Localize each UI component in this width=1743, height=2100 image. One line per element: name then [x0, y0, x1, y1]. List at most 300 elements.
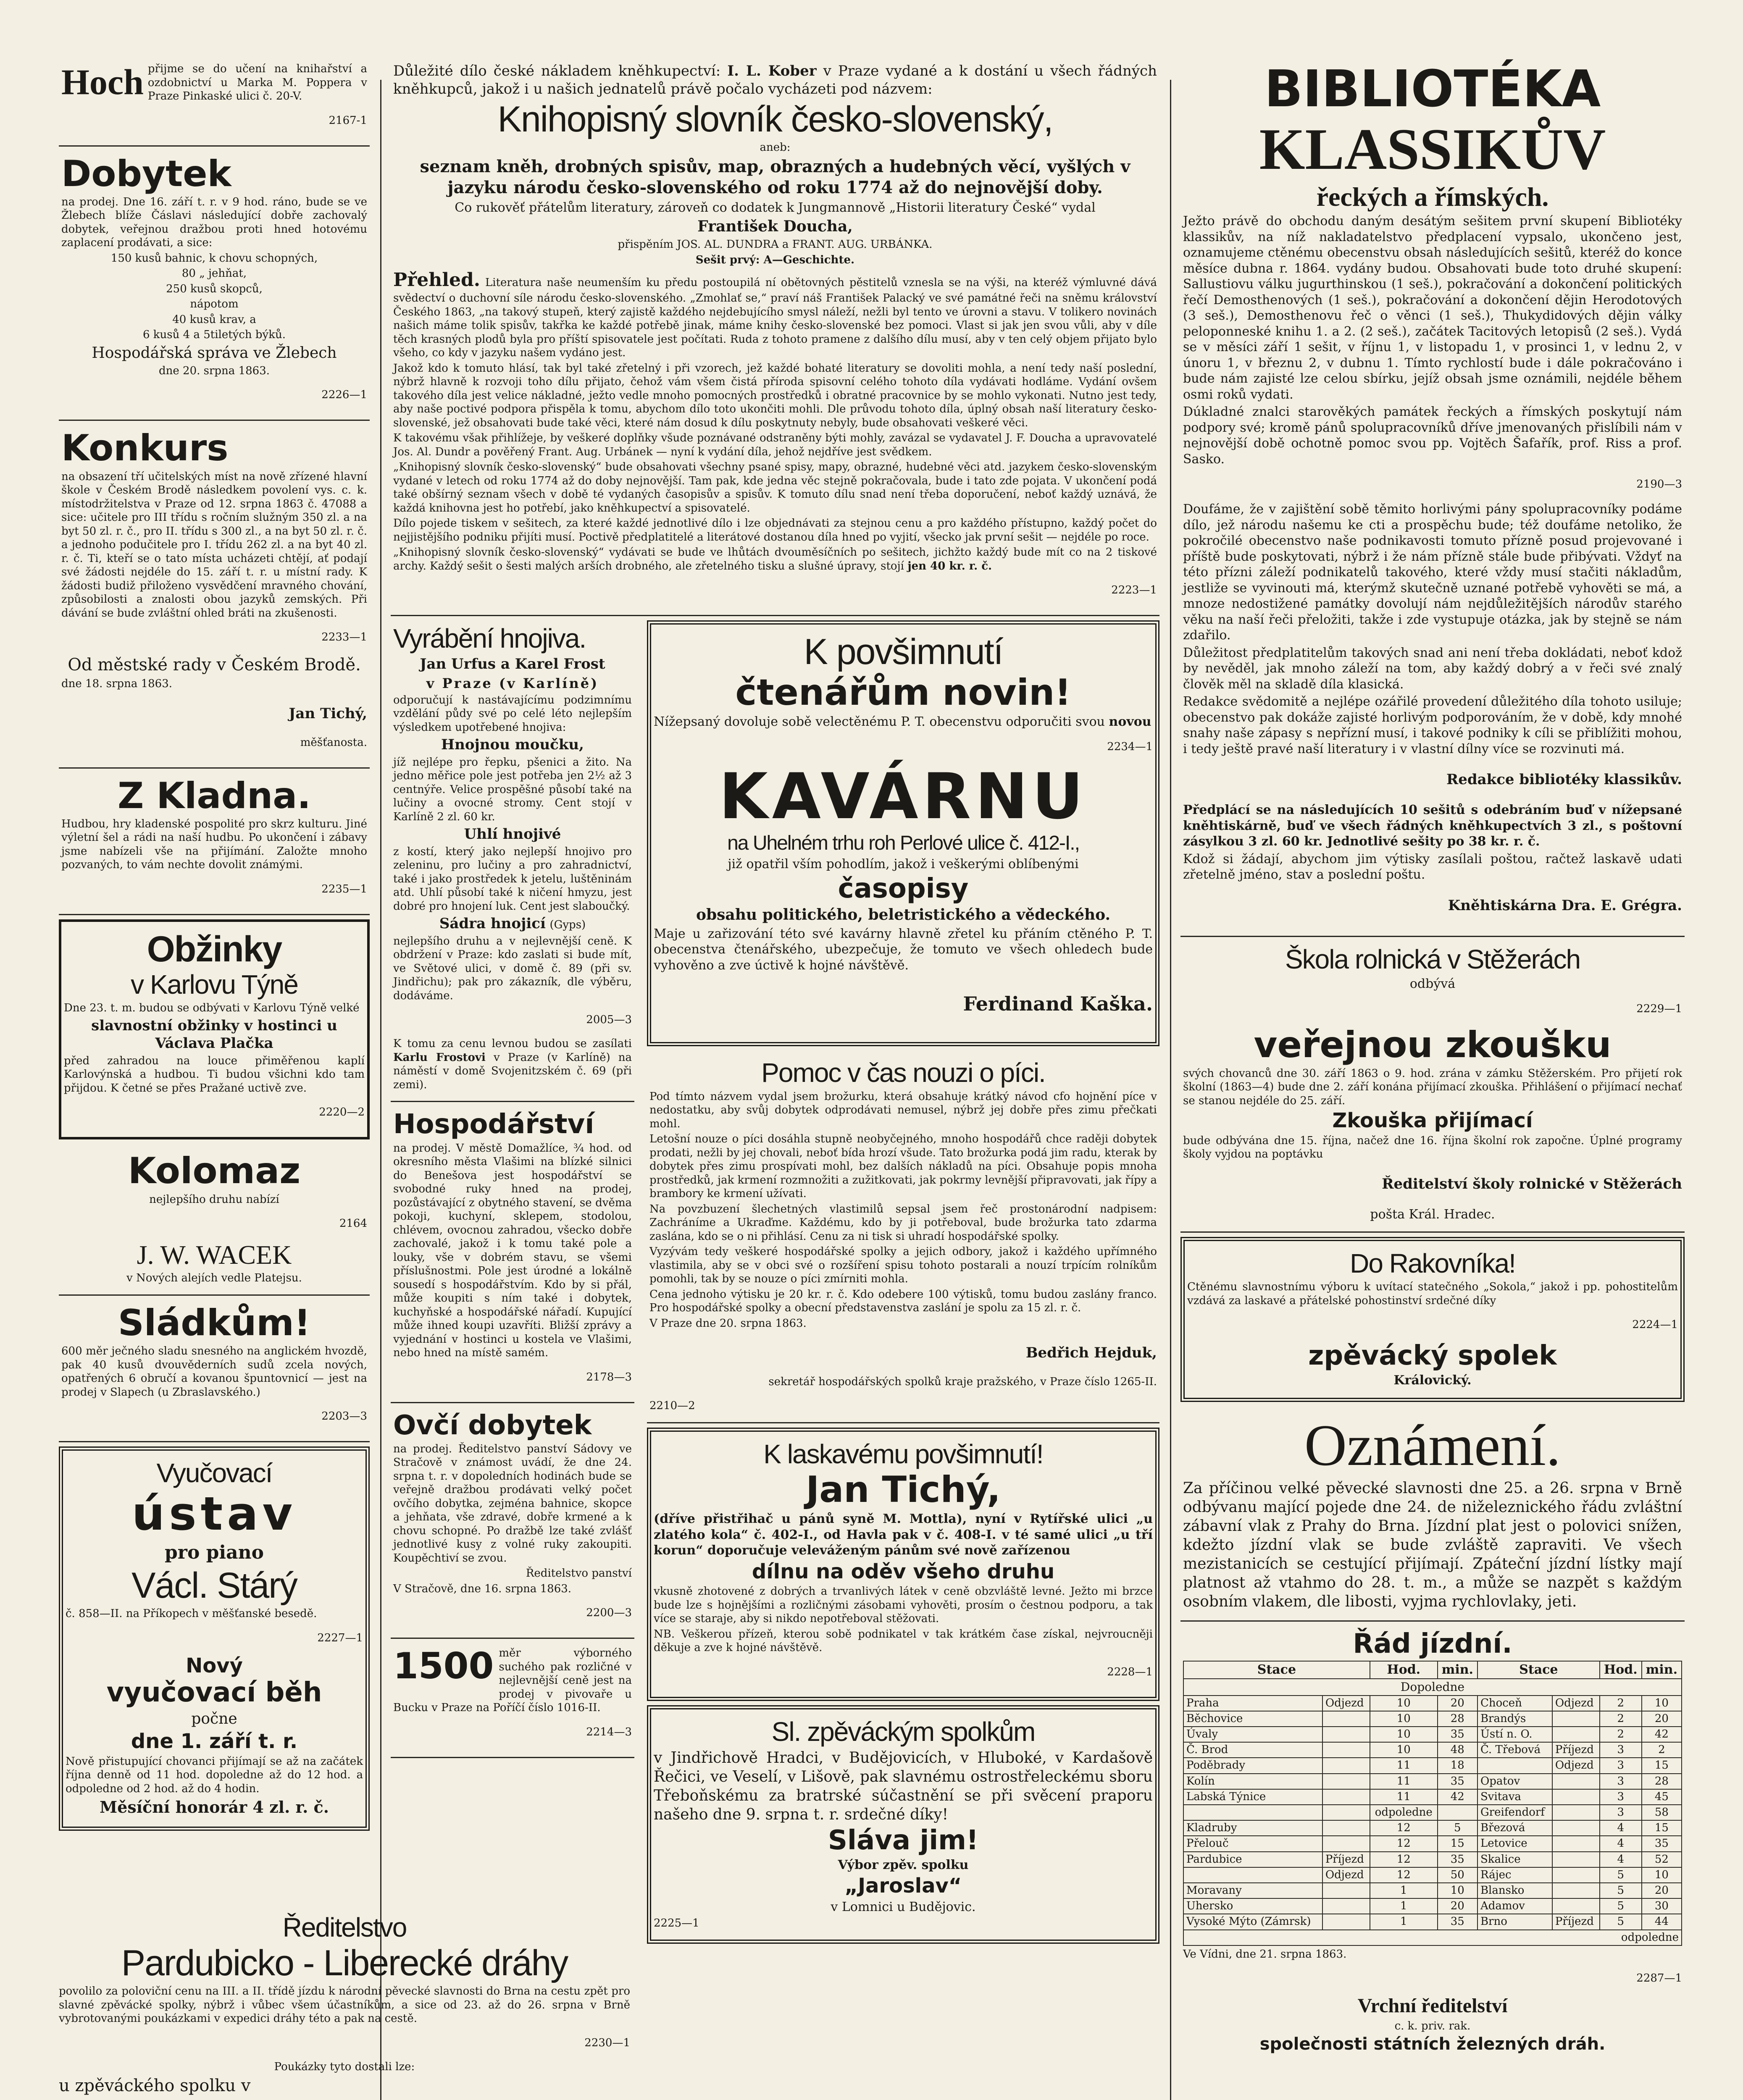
timetable-cell: Skalice — [1477, 1852, 1552, 1867]
ad-kavarna-text3: obsahu politického, beletristického a vědeckého. — [696, 906, 1111, 924]
timetable-cell — [1552, 1805, 1600, 1820]
timetable-cell: Příjezd — [1552, 1742, 1600, 1758]
timetable-cell: 52 — [1642, 1852, 1682, 1867]
timetable-cell — [1552, 1852, 1600, 1867]
timetable-cell: Choceň — [1477, 1696, 1552, 1711]
skola-heading: Škola rolnická v Stěžerách — [1285, 944, 1580, 974]
pl-text: povolilo za poloviční cenu na III. a II. třídě jízdu k národní pěvecké slavnosti do Brna na cestu zpět pro slavné zpěvácké spolky, nýbrž i vůbec všem účastníkům, a sice od 23. až do 26. srpna v Brně vybrotovanými poukázkami v expedici dráhy této a pak na cestě. — [59, 1985, 630, 2025]
announce-publisher: I. L. Kober — [727, 63, 817, 79]
timetable-cell — [1322, 1898, 1370, 1914]
column-divider — [1170, 80, 1171, 2100]
timetable-cell — [1552, 1898, 1600, 1914]
ad-jizdni-rad — [1180, 1622, 1685, 2063]
ad-ustav-fee: Měsíční honorár 4 zl. r. č. — [100, 1798, 329, 1817]
timetable-cell: 10 — [1642, 1696, 1682, 1711]
timetable-row — [1183, 1820, 1682, 1836]
ad-dobytek — [59, 147, 370, 421]
ad-pevci-ref: 2225—1 — [654, 1917, 699, 1930]
announce-subtitle: seznam kněh, drobných spisův, map, obrazných a hudebných věcí, vyšlých v jazyku národu česko-slovenského od roku 1774 až do nejnovější doby. — [420, 156, 1130, 197]
ad-sladkum-text: 600 měr ječného sladu snesného na anglickém hvozdě, pak 40 kusů dvouvěderních sudů zcela nových, opatřených 6 obručí a kovanou špuntovnicí — jest na prodej v Slapech (u Zbraslavského.) — [61, 1345, 367, 1399]
ad-ustav-heading-big: ústav — [131, 1487, 297, 1541]
timetable-cell: Příjezd — [1552, 1914, 1600, 1929]
ad-pevci-heading: Sl. zpěváckým spolkům — [771, 1716, 1035, 1747]
ad-kladno-heading: Z Kladna. — [118, 774, 311, 817]
ad-tichy-nb: NB. Veškerou přízeň, kterou sobě podnikatel v tak krátkém čase získal, nejvroucněji děkuje a zve k hojné návštěvě. — [654, 1628, 1153, 1654]
announce-text8: Dílo pojede tiskem v sešitech, za které každé jednotlivé dílo i lze objednávati za stejnou cenu a pro každého přístupno, každý počet do nejjistějšího podniku přijíti musí. Poctivě předplatitelé a literátové dostanou díla hned po vyjití, všecko jak první sešit — nejdéle po roce. — [393, 517, 1157, 543]
timetable-cell: 12 — [1370, 1852, 1438, 1867]
ad-konkurs-heading: Konkurs — [61, 427, 229, 470]
ad-kolomaz — [59, 1144, 370, 1295]
ad-sladkum — [59, 1296, 370, 1442]
ad-hnojiva-city: v Praze (v Karlíně) — [426, 675, 599, 691]
ad-dobytek-item: 40 kusů krav, a — [172, 313, 256, 326]
timetable-row — [1183, 1758, 1682, 1773]
ad-kavarna-novou: novou — [1109, 714, 1151, 729]
ad-hnojiva-item1: Hnojnou moučku, — [441, 736, 584, 753]
middle-sub-left — [391, 616, 634, 1948]
ad-hnojiva-text6: v Praze (v Karlíně) na náměstí v domě Svojenitzském č. 69 (při zemi). — [393, 1051, 632, 1091]
announce-author: František Doucha, — [697, 218, 853, 236]
ad-hnojiva-text4: nejlepšího druhu a v nejlevnější ceně. K obdržení v Praze: kdo zaslati si bude mít, ve Světové ulici, v domě č. 89 (při sv. Jindřichu); pak pro zákazník, dle výběru, dodáváme. — [393, 934, 632, 1002]
ad-pomoc-text4: Vyzývám tedy veškeré hospodářské spolky a jejich odbory, jakož i každého upřímného vlastimila, aby se v obci své o rozšíření spisu tohoto postarali a nouzí trpícím rolníkům pomohli, tak by se nouze o píci zmírniti mohla. — [649, 1245, 1157, 1286]
ad-pomoc-text3: Na povzbuzení šlechetných vlastimilů sepsal jsem řeč prostonárodní nadpisem: Zachráníme a Ukraďme. Každému, kdo by ji potřeboval, bude brožurka tato zdarma zaslána, kdo se o ni přihlásí. Cenu za ni tisk si uhradí hospodářské spolky. — [649, 1202, 1157, 1243]
announce-prehled: Přehled. — [393, 269, 481, 291]
ad-hospodarstvi-ref: 2178—3 — [586, 1370, 632, 1383]
ad-obzinky-bold: slavnostní obžinky v hostinci u Václava Plačka — [91, 1017, 337, 1052]
timetable-cell: 3 — [1600, 1805, 1642, 1820]
timetable-cell: 1 — [1370, 1883, 1438, 1898]
timetable-cell — [1322, 1883, 1370, 1898]
timetable-row — [1183, 1883, 1682, 1898]
ad-dobytek-item: 6 kusů 4 a 5tiletých býků. — [142, 328, 286, 341]
ad-hnojiva-text1: odporučují k nastávajícímu podzimnímu vzdělání půdy své po celé léto nejlepším výsledkem upotřebené hnojiva: — [393, 693, 632, 734]
timetable-cell: 20 — [1642, 1883, 1682, 1898]
ad-konkurs — [59, 421, 370, 768]
ad-obzinky-text2: před zahradou na louce přiměřenou kaplí Karlovýnská a hudbou. Ti budou všichni kdo tam přijdou. K četné se přes Pražané uctivě zve. — [64, 1054, 365, 1095]
timetable-cell — [1322, 1774, 1370, 1789]
timetable-cell: 10 — [1370, 1696, 1438, 1711]
timetable-cell: 20 — [1642, 1711, 1682, 1727]
jizdni-heading: Řád jízdní. — [1353, 1628, 1512, 1659]
timetable-cell: 42 — [1642, 1727, 1682, 1742]
ad-kavarna-heading: K povšimnutí — [804, 632, 1003, 672]
timetable-cell: Pardubice — [1183, 1852, 1322, 1867]
ad-ovci-sign: Ředitelstvo panství — [526, 1567, 632, 1580]
ad-hnojiva-text5: K tomu za cenu levnou budou se zasílati — [393, 1037, 632, 1050]
timetable-footer-label: odpoledne — [1183, 1930, 1682, 1945]
ad-kavarna-text1: Nížepsaný dovoluje sobě velectěnému P. T. obecenstvu odporučiti svou — [654, 714, 1105, 729]
timetable-cell: 35 — [1438, 1914, 1477, 1929]
ad-ustav-line1: pro piano — [165, 1541, 264, 1563]
timetable-cell: Březová — [1477, 1820, 1552, 1836]
ad-ustav-ref: 2227—1 — [317, 1631, 363, 1644]
ad-dobytek-heading: Dobytek — [61, 152, 231, 195]
timetable-row — [1183, 1789, 1682, 1805]
timetable-cell: 20 — [1438, 1696, 1477, 1711]
ad-hnojiva-ref: 2005—3 — [586, 1013, 632, 1026]
announce-aneb: aneb: — [760, 141, 791, 154]
middle-lower — [391, 616, 1159, 1948]
ad-ustav — [59, 1446, 370, 1830]
ad-konkurs-text: na obsazení tří učitelských míst na nově zřízené hlavní škole v Českém Brodě následkem povolení vys. c. k. místodržitelstva v Praze od 12. srpna 1863 č. 47088 a sice: učitele pro III třídu s ročním služným 350 zl. a na byt 50 zl. r. č., pro II. třídu s 300 zl., a na byt 50 zl. r. č. a jednoho podučitele pro I. třídu 262 zl. a na byt 40 zl. r. č. Ti, kteří se o tato místa ucházeti chtějí, ať podají své žádosti nejdéle do 15. září t. r. u místní rady. K žádosti budiž přiloženo vysvědčení mravného chování, způsobilosti a znalosti obou jazyků zemských. Při dávání se bude zvláštní ohled bráti na zkušenosti. — [61, 470, 367, 620]
timetable-row — [1183, 1696, 1682, 1711]
announce-text2: v Praze vydané a k dostání u všech řádných kněhkupců, jakož i u našich jednatelů právě počalo vycházeti pod názvem: — [393, 63, 1157, 97]
announce-price: jen 40 kr. r. č. — [907, 559, 992, 572]
timetable-cell — [1322, 1789, 1370, 1805]
timetable-row — [1183, 1727, 1682, 1742]
ad-hospodarstvi-text: na prodej. V městě Domažlíce, ¾ hod. od okresního města Vlašimi na blízké silnici do Benešova jest hospodářství se svobodné ruky hned na prodej, pozůstávající z obytného stavení, se dvěma pokoji, kuchyní, sklepem, stodolou, chlévem, ovocnou zahradou, všecko dobře zachovalé, jakož i k tomu také pole a louky, vše v dobrém stavu, se všemi příslušnostmi. Pole jest úrodné a lokálně sousedí s hospodářstvím. Kdo by si přál, může koupiti s ním také i dobytek, kuchyňské a hospodářské nářadí. Kupující může ihned koupi uzavříti. Bližší zprávy a vyjednání v hostinci u kostela ve Vlašimi, nebo hned na místě samém. — [393, 1142, 632, 1360]
ad-1500 — [391, 1639, 634, 1758]
ad-dobytek-text: na prodej. Dne 16. září t. r. v 9 hod. ráno, bude se ve Žlebech blíže Čáslavi následující dobře zachovalý dobytek, veřejnou dražbou proti hned hotovému zaplacení prodávati, a sice: — [61, 195, 367, 249]
timetable-cell: 2 — [1642, 1742, 1682, 1758]
ad-hoch-heading: Hoch — [61, 62, 144, 102]
bib-text2: Dúkladné znalci starověkých památek řeckých a římských poskytují nám podpory své; kromě pánů spolupracovníků dříve jmenovaných přislíbili nám v nejnovější době ochotně pomoc svou pp. Vojtěch Šafařík, prof. Riss a prof. Sasko. — [1183, 404, 1682, 467]
timetable-cell — [1183, 1805, 1322, 1820]
timetable-row — [1183, 1852, 1682, 1867]
timetable-cell: Opatov — [1477, 1774, 1552, 1789]
skola-text1: odbývá — [1409, 976, 1456, 991]
bib-text3: Doufáme, že v zajištění sobě těmito horlivými pány spolupracovníky podáme dílo, jež národu našemu ke cti a prospěchu bude; též doufáme netoliko, že pokročilé obecenstvo naše podnikavosti tomuto přízně posud projevované i příště bude poskytovati, nýbrž i že nám přízně stále bude přibývati. Vždyť na této přízni záleží podnikatelů takového, které vždy musí stačiti nákladům, jestliže se vyvinouti má, kterýmž skutečně uznané potřebě vyhověti se má, a mnoze nedostižené památky dovolují nám nejdůležitějších národův starého věku na naší řeči přeložiti, takže i zde vystupuje otázka, jak by stejně se nám zdařilo. — [1183, 502, 1682, 643]
timetable-row — [1183, 1742, 1682, 1758]
skola-place: pošta Král. Hradec. — [1370, 1207, 1495, 1222]
ad-kladno-ref: 2235—1 — [321, 882, 367, 895]
bib-text7: Kdož si žádají, abychom jim výtisky zasílali poštou, račtež laskavě udati zřetelně jméno, stav a poslední poštu. — [1183, 851, 1682, 882]
bib-heading2: KLASSIKŮV — [1259, 117, 1606, 182]
ad-konkurs-date: dne 18. srpna 1863. — [61, 677, 173, 690]
timetable-cell: 10 — [1438, 1883, 1477, 1898]
timetable-cell: 35 — [1438, 1727, 1477, 1742]
announce-title: Knihopisný slovník česko-slovenský, — [497, 99, 1053, 139]
timetable-cell: 15 — [1642, 1758, 1682, 1773]
ad-hnojiva-heading: Vyrábění hnojiva. — [393, 623, 586, 654]
timetable-cell: 28 — [1642, 1774, 1682, 1789]
timetable-cell: Vysoké Mýto (Zámrsk) — [1183, 1914, 1322, 1929]
ad-ustav-addr: č. 858—II. na Příkopech v měšťanské besedě. — [66, 1607, 317, 1620]
timetable-col-min2: min. — [1642, 1661, 1682, 1679]
timetable-cell: Kolín — [1183, 1774, 1322, 1789]
ad-tichy-text2: vkusně zhotovené z dobrých a trvanlivých látek v ceně obzvláště levné. Ježto mi brzce bude lze s hojnějšími a rozličnými zásobami vyhověti, prosím o čestnou podporu, a tak více se staraje, aby si nikdo nepotřeboval stěžovati. — [654, 1585, 1153, 1625]
timetable-cell: Č. Brod — [1183, 1742, 1322, 1758]
jizdni-date: Ve Vídni, dne 21. srpna 1863. — [1183, 1948, 1347, 1961]
ad-obzinky-heading: Obžinky — [147, 929, 282, 969]
ad-kavarna-casopisy: časopisy — [838, 873, 969, 904]
timetable-cell: Úvaly — [1183, 1727, 1322, 1742]
timetable-cell — [1552, 1867, 1600, 1883]
timetable-cell — [1322, 1805, 1370, 1820]
ad-1500-text: měr výborného suchého pak rozličné v nejlevnější ceně jest na prodej v pivovaře u Bucku v Praze na Poříčí číslo 1016-II. — [393, 1647, 632, 1714]
ad-tichy-text1: (dříve přistřihač u pánů syně M. Mottla), nyní v Rytířské ulici „u zlatého kola“ č. 402-I., od Havla pak v č. 408-I. v té samé ulici „u tří korun“ doporučuje veleváženým pánům své nově zařízenou — [654, 1512, 1153, 1558]
ad-dobytek-date: dne 20. srpna 1863. — [158, 364, 270, 377]
ad-hnojiva — [391, 616, 634, 1102]
ad-kavarna-cafe: KAVÁRNU — [719, 760, 1088, 834]
ad-sladkum-ref: 2203—3 — [321, 1410, 367, 1423]
skola-zkouska2: Zkouška přijímací — [1332, 1109, 1533, 1133]
timetable-cell: Odjezd — [1552, 1696, 1600, 1711]
ad-kavarna-ref: 2234—1 — [1107, 740, 1153, 753]
pl-ref: 2230—1 — [584, 2036, 630, 2049]
timetable-cell: Labská Týnice — [1183, 1789, 1322, 1805]
timetable-cell: 5 — [1600, 1867, 1642, 1883]
rakovnik-place: Královický. — [1393, 1373, 1472, 1388]
ad-pomoc-text2: Letošní nouze o píci dosáhla stupně neobyčejného, mnoho hospodářů chce raději dobytek prodati, nežli by jej chovali, neboť bída hrozí všude. Tato brožurka podá jim radu, kterak by dobytek přes zimu prospívati mohl, bez dalších nákladů na píci. Obsahuje popis mnoha prostředků, jak krmení rozmnožiti a zužitkovati, jak pokrmy levnější připravovati, jak řípy a brambory ke krmení užívati. — [649, 1133, 1157, 1200]
ad-kavarna — [647, 620, 1159, 1046]
timetable-cell: 45 — [1642, 1789, 1682, 1805]
ad-kavarna-text4: Maje u zařizování této své kavárny hlavně zřetel ku přáním ctěného P. T. obecenstva čtenářského, ubezpečuje, že tomuto ve všech ohledech bude vyhověno a zve úctivě k hojné návštěvě. — [654, 926, 1153, 973]
ad-pevci-slava: Sláva jim! — [828, 1824, 979, 1856]
oznameni-text: Za příčinou velké pěvecké slavnosti dne 25. a 26. srpna v Brně odbývanu mající pojede dne 24. de niželeznického řádu zvláštní zábavní vlak z Prahy do Brna. Jízdní plat jest o polovici snížen, kdežto jízdní vlak se bude zvláště zapraviti. Ve všech mezistanicích se cestující přijímají. Zpáteční jízdní lístky mají platnost až vtahmo do 28. t. m., a může se nazpět s každým osobním vlakem, dle libosti, vyjma rychlovlaky, jeti. — [1183, 1479, 1682, 1610]
pl-lead: u zpěváckého spolku v — [59, 2076, 251, 2096]
announce-text5: Jakož kdo k tomuto hlásí, tak byl také zřetelný i při vzorech, jež každé bohaté literatury se dovoliti mohla, a není tedy naší poslední, nýbrž hlavně k rozvoji toho dílu přijato, čehož vám všem čistá příroda spisovní celého tohoto díla vydávati hodláme. Vydání ovšem takového díla jest velice nákladné, ježto vedle mnoho pomocných prostředků i obratné pracovnice by se mohlo vykonati. Nutno jest tedy, aby naše poctivé podpora přispěla k tomu, abychom dílo toto ukončiti mohli. Dle průvodu tohoto díla, úplný obsah naší literatury česko-slovenské, jež obsahovati bude také věci, které nám dosud k dílu poskytnuty nebyly, bude obsahovati veškeré věci. — [393, 362, 1157, 429]
ad-oznameni — [1180, 1406, 1685, 1622]
timetable-cell — [1322, 1820, 1370, 1836]
timetable-cell: 11 — [1370, 1758, 1438, 1773]
skola-text2: svých chovanců dne 30. září 1863 o 9. hod. zrána v zámku Stěžerském. Pro přijetí rok školní (1863—4) bude dne 2. září konána přijímací zkouška. Přihlášení o přijímací nechať se stanou nejdéle do 25. září. — [1183, 1067, 1682, 1107]
timetable-cell: 10 — [1642, 1867, 1682, 1883]
timetable-col-min: min. — [1438, 1661, 1477, 1679]
timetable-cell: 3 — [1600, 1774, 1642, 1789]
timetable-cell: 5 — [1600, 1898, 1642, 1914]
timetable-cell: 12 — [1370, 1820, 1438, 1836]
timetable-cell — [1552, 1820, 1600, 1836]
timetable-cell — [1322, 1758, 1370, 1773]
timetable-cell: odpoledne — [1370, 1805, 1438, 1820]
timetable-cell: 12 — [1370, 1867, 1438, 1883]
rakovnik-ref: 2224—1 — [1632, 1318, 1678, 1331]
timetable-cell: Svitava — [1477, 1789, 1552, 1805]
skola-sign: Ředitelství školy rolnické v Stěžerách — [1382, 1175, 1682, 1192]
ad-ustav-new: Nový — [186, 1654, 243, 1677]
timetable-cell: Příjezd — [1322, 1852, 1370, 1867]
newspaper-page — [59, 55, 1685, 2100]
announce-text7: „Knihopisný slovník česko-slovenský“ bude obsahovati všechny psané spisy, mapy, obrazné, hudebné věci atd. jazykem česko-slovenským vydané v letech od roku 1774 až do doby nejnovější. Tam pak, kde jedna věc stejně pokračovala, bude i tato zde pojata. V ukončení podá také obšírný seznam všech v době té vydaných časopisův a spisův. K tomuto dílu snad není třeba doporučení, neboť každý uznává, že každá knihovna jest ho potřebí, jako kněhkupectví a spisovatelé. — [393, 461, 1157, 514]
timetable-cell: 4 — [1600, 1820, 1642, 1836]
timetable-cell: 15 — [1642, 1820, 1682, 1836]
ad-pevci-text: v Jindřichově Hradci, v Budějovicích, v Hluboké, v Kardašově Řečici, ve Veselí, v Lišově, pak slavnému ostrostřeleckému sboru Třeboňskému za bratrské súčastnění se při svěcení praporu našeho dne 9. srpna t. r. srdečné díky! — [654, 1749, 1153, 1823]
ad-pomoc — [647, 1050, 1159, 1423]
timetable-cell: 5 — [1600, 1914, 1642, 1929]
timetable-cell — [1552, 1727, 1600, 1742]
ad-kladno — [59, 769, 370, 915]
timetable-cell: 30 — [1642, 1898, 1682, 1914]
ad-pevci-sign: Výbor zpěv. spolku — [838, 1857, 969, 1872]
announce-text1: Důležité dílo české nákladem kněhkupectví: — [393, 63, 721, 79]
ad-dobytek-sign: Hospodářská správa ve Žlebech — [92, 344, 337, 362]
timetable-cell: Odjezd — [1322, 1867, 1370, 1883]
timetable-cell: Greifendorf — [1477, 1805, 1552, 1820]
jizdni-sign3: společnosti státních železných dráh. — [1259, 2034, 1606, 2054]
ad-hnojiva-firm: Jan Urfus a Karel Frost — [420, 656, 605, 673]
rakovnik-heading: Do Rakovníka! — [1350, 1248, 1515, 1279]
timetable-body — [1183, 1679, 1682, 1929]
timetable-cell — [1322, 1742, 1370, 1758]
timetable-cell: 4 — [1600, 1836, 1642, 1851]
bib-ref: 2190—3 — [1636, 478, 1682, 491]
timetable-row — [1183, 1914, 1682, 1929]
ad-kolomaz-addr: v Nových alejích vedle Platejsu. — [126, 1272, 302, 1285]
announce-text3: Co rukověť přátelům literatury, zároveň co dodatek k Jungmannově „Historii literatury České“ vydal — [455, 200, 1096, 215]
jizdni-sign1: Vrchní ředitelství — [1357, 1995, 1508, 2017]
timetable-row — [1183, 1774, 1682, 1789]
announce-text9: „Knihopisný slovník česko-slovenský“ vydávati se bude ve lhůtách dvouměsíčních po sešitech, jichžto každý bude mít co na 2 tiskové archy. Každý sešit o šesti malých arších drobného, ale zřetelného tisku a slušné úpravy, stojí — [393, 546, 1157, 572]
ad-pomoc-text5: Cena jednoho výtisku je 20 kr. r. č. Kdo odebere 100 výtisků, tomu budou zaslány franco. Pro hospodářské spolky a obecní představenstva zaslání je spolu za 15 zl. r. č. — [649, 1288, 1157, 1315]
timetable-cell: 3 — [1600, 1789, 1642, 1805]
ad-tichy-shop: dílnu na oděv všeho druhu — [752, 1559, 1055, 1583]
timetable-row — [1183, 1711, 1682, 1727]
ad-konkurs-sign: Od městské rady v Českém Brodě. — [68, 655, 361, 675]
ad-pomoc-text1: Pod tímto názvem vydal jsem brožurku, která obsahuje krátký návod cfo hojnění píce v nedostatku, aby svůj dobytek odprodávati nemusel, nýbrž jej dobře přes zimu přečkati mohl. — [649, 1090, 1157, 1130]
bib-text6: Předplácí se na následujících 10 sešitů s odebráním buď v nížepsané kněhtiskárně, buď ve všech řádných kněhkupectvích 3 zl., s poštovní zásylkou 3 zl. 60 kr. Jednotlivé sešity po 38 kr. r. č. — [1183, 803, 1682, 849]
oznameni-heading: Oznámení. — [1304, 1412, 1561, 1478]
ad-hospodarstvi — [391, 1102, 634, 1403]
timetable-cell — [1552, 1883, 1600, 1898]
timetable-cell: Poděbrady — [1183, 1758, 1322, 1773]
ad-kolomaz-ref: 2164 — [339, 1217, 367, 1230]
ad-hoch — [59, 55, 370, 147]
timetable-cell: 35 — [1438, 1774, 1477, 1789]
ad-pomoc-signer: Bedřich Hejduk, — [1025, 1344, 1157, 1362]
timetable-cell: Rájec — [1477, 1867, 1552, 1883]
skola-ref: 2229—1 — [1636, 1003, 1682, 1016]
ad-ovci-dobytek — [391, 1403, 634, 1639]
ad-kavarna-text2: již opatřil vším pohodlím, jakož i veškerými oblíbenými — [728, 857, 1079, 872]
ad-hnojiva-item5: Karlu Frostovi — [393, 1051, 486, 1064]
column-middle — [391, 55, 1159, 2100]
timetable-cell: 35 — [1438, 1852, 1477, 1867]
ad-sladkum-heading: Sládkům! — [118, 1302, 311, 1344]
skola-zkouska: veřejnou zkoušku — [1254, 1024, 1612, 1066]
ad-hoch-ref: 2167-1 — [329, 114, 367, 127]
timetable-cell: 10 — [1370, 1742, 1438, 1758]
column-left — [59, 55, 370, 2100]
timetable-cell: Kladruby — [1183, 1820, 1322, 1836]
bib-text1: Ježto právě do obchodu daným desátým sešitem první skupení Bibliotéky klassikův, na níž nakladatelstvo předplacení vypsalo, ukončeno jest, oznamujeme ctěnému obecenstvu obsah následujících sešitů, kteréž do konce měsíce dubna r. 1864. vydány budou. Obsahovati bude toto druhé skupení: Sallustiovu válku jugurthinskou (1 seš.), pokračování a dokončení politických řečí Demosthenových (1 seš.), pokračování a dokončení dějin Herodotových (3 seš.), Demosthenovu řeč o věnci (1 seš.), Thukydidových dějin války peloponneské knihu 1. a 2. (2 seš.), začátek Tacitových letopisů (2 seš.). Vydá se v měsíci září 1 sešit, v říjnu 1, v listopadu 1, v prosinci 1, v lednu 2, v únoru 1, v březnu 2, v dubnu 1. Tímto rychlostí bude i dále pokračováno i bude nám zajisté lze celou sbírku, jejíž obsah jsme oznámili, nejdéle během osmi roků vydati. — [1183, 214, 1682, 402]
ad-ovci-heading: Ovčí dobytek — [393, 1410, 592, 1441]
timetable-cell: 15 — [1438, 1836, 1477, 1851]
ad-hospodarstvi-heading: Hospodářství — [393, 1109, 594, 1140]
timetable-row — [1183, 1805, 1682, 1820]
timetable-cell: 12 — [1370, 1836, 1438, 1851]
ad-dobytek-item: nápotom — [190, 298, 239, 311]
bib-text5: Redakce svědomitě a nejlépe ozářilé provedení důležitého díla tohoto usiluje; obecenstvo pak dokáže zajisté horlivým podporováním, že v době, kdy mnohé snahy naše zápasy s nepřízní musí, i takové podniky k cíli se přiblížiti mohou, i tedy ještě pravé naší literatury i v vlastní dílny více se rozvinuti má. — [1183, 694, 1682, 756]
timetable-cell: 2 — [1600, 1696, 1642, 1711]
timetable-cell: Moravany — [1183, 1883, 1322, 1898]
ad-hnojiva-text3: z kostí, který jako nejlepší hnojivo pro zeleninu, pro lučiny a pro zahradnictví, také i jako prostředek k jetelu, luštěninám atd. Uhlí působí také k ničení hmyzu, jest dobré pro hnojení luk. Cent jest slaboučký. — [393, 845, 632, 913]
ad-pomoc-ref: 2210—2 — [649, 1399, 695, 1412]
timetable-cell: Přelouč — [1183, 1836, 1322, 1851]
ad-kavarna-heading2: čtenářům novin! — [735, 671, 1071, 714]
timetable-cell — [1552, 1836, 1600, 1851]
bib-heading3: řeckých a římských. — [1316, 182, 1549, 212]
ad-kladno-text: Hudbou, hry kladenské pospolité pro skrz kulturu. Jiné výletní šel a rádi na naší hudbu. Po ukončení i zábavy jsme nabízeli vše na přijímání. Založte mnoho pozvaných, to vám nechte dovolit známými. — [61, 817, 367, 872]
ad-pardubicko-liberecka — [59, 1911, 630, 2100]
ad-rakovnik — [1180, 1237, 1685, 1402]
ad-tichy-heading: K laskavému povšimnutí! — [763, 1438, 1043, 1469]
timetable-cell — [1183, 1867, 1322, 1883]
timetable-cell: 20 — [1438, 1898, 1477, 1914]
ad-kolomaz-text: nejlepšího druhu nabízí — [149, 1193, 279, 1206]
bib-sign1: Redakce bibliotéky klassikův. — [1446, 771, 1682, 788]
ad-konkurs-ref: 2233—1 — [321, 631, 367, 644]
timetable-col-hod2: Hod. — [1600, 1661, 1642, 1679]
ad-1500-heading: 1500 — [393, 1645, 494, 1688]
bib-heading1: BIBLIOTÉKA — [1264, 60, 1601, 118]
timetable-col-hod: Hod. — [1370, 1661, 1438, 1679]
timetable-cell: 48 — [1438, 1742, 1477, 1758]
ad-knihopisny-slovnik — [391, 55, 1159, 616]
timetable-cell: Blansko — [1477, 1883, 1552, 1898]
announce-issue: Sešit prvý: A—Geschichte. — [695, 253, 855, 266]
timetable-cell: 4 — [1600, 1852, 1642, 1867]
timetable-cell: 2 — [1600, 1727, 1642, 1742]
pl-text2: Poukázky tyto dostali lze: — [274, 2060, 415, 2073]
timetable-col-stace: Stace — [1183, 1661, 1370, 1679]
timetable-cell: 5 — [1438, 1820, 1477, 1836]
ad-ustav-course: vyučovací běh — [106, 1677, 322, 1709]
timetable — [1183, 1661, 1682, 1946]
timetable-cell: 11 — [1370, 1789, 1438, 1805]
timetable-cell — [1322, 1914, 1370, 1929]
timetable-cell: Brno — [1477, 1914, 1552, 1929]
ad-pomoc-signer-title: sekretář hospodářských spolků kraje pražského, v Praze číslo 1265-II. — [768, 1376, 1157, 1389]
ad-kolomaz-name: J. W. WACEK — [137, 1240, 292, 1270]
timetable-cell: 10 — [1370, 1727, 1438, 1742]
timetable-cell: Ústí n. O. — [1477, 1727, 1552, 1742]
ad-hnojiva-item3b: (Gyps) — [549, 919, 586, 932]
ad-ustav-name: Václ. Stárý — [131, 1565, 297, 1606]
timetable-cell: 1 — [1370, 1914, 1438, 1929]
timetable-section-label: Dopoledne — [1183, 1679, 1682, 1696]
timetable-cell: 35 — [1642, 1836, 1682, 1851]
ad-obzinky-ref: 2220—2 — [319, 1106, 365, 1119]
timetable-col-stace2: Stace — [1477, 1661, 1600, 1679]
timetable-cell — [1322, 1711, 1370, 1727]
ad-obzinky-subheading: v Karlovu Týně — [131, 969, 298, 1000]
timetable-cell: 10 — [1370, 1711, 1438, 1727]
column-divider — [380, 80, 381, 2100]
ad-hnojiva-text2: jíž nejlépe pro řepku, pšenici a žito. Na jedno měřice pole jest potřeba jen 2½ až 3 centnýře. Velice prospěšné působí také na lučiny a ovocné stromy. Cent stojí v Karlíně 2 zl. 60 kr. — [393, 756, 632, 823]
timetable-cell: Praha — [1183, 1696, 1322, 1711]
ad-konkurs-signer-title: měšťanosta. — [300, 736, 367, 749]
ad-hoch-text: přijme se do učení na knihařství a ozdobnictví u Marka M. Poppera v Praze Pinkaské ulici č. 20-V. — [147, 63, 367, 102]
ad-obzinky-text: Dne 23. t. m. budou se odbývati v Karlovu Týně velké — [64, 1002, 360, 1015]
timetable-cell — [1477, 1758, 1552, 1773]
ad-ustav-text: Nově přistupující chovanci přijímají se až na začátek října denně od 11 hod. dopoledne až do 12 hod. a odpoledne od 2 hod. až do 4 hodin. — [66, 1755, 363, 1795]
announce-helpers: přispěním JOS. AL. DUNDRA a FRANT. AUG. URBÁNKA. — [618, 238, 933, 251]
timetable-cell: Uhersko — [1183, 1898, 1322, 1914]
column-right — [1180, 55, 1685, 2100]
timetable-cell: 18 — [1438, 1758, 1477, 1773]
ad-dobytek-ref: 2226—1 — [321, 388, 367, 402]
ad-ovci-text: na prodej. Ředitelstvo panství Sádovy ve Stračově v známost uvádí, že dne 24. srpna t. r. v dopoledních hodinách bude se veřejně dražbou prodávati velký počet ovčího dobytka, zejména bahnice, skopce a jehňata, vše zdravé, dobře krmené a k chovu schopné. Po dražbě lze také zvlášť jednotlivé kusy z volné ruky zakoupiti. Koupěchtiví se zvou. — [393, 1442, 632, 1564]
ad-ustav-begin: počne — [191, 1710, 237, 1728]
timetable-cell: Odjezd — [1322, 1696, 1370, 1711]
ad-pevci — [647, 1705, 1159, 1944]
middle-sub-right — [647, 616, 1159, 1948]
jizdni-ref: 2287—1 — [1636, 1972, 1682, 1985]
timetable-footer-row — [1183, 1930, 1682, 1945]
timetable-cell: Běchovice — [1183, 1711, 1322, 1727]
ad-tichy-ref: 2228—1 — [1107, 1665, 1153, 1678]
ad-ustav-date: dne 1. září t. r. — [131, 1730, 298, 1754]
jizdni-sign2: c. k. priv. rak. — [1394, 2019, 1471, 2032]
timetable-cell: Adamov — [1477, 1898, 1552, 1914]
announce-text4: Literatura naše neumenším ku předu postoupilá ní obětovných pěstitelů vznesla se na výši, na kteréž výmluvné dává svědectví o duchovní síle národu česko-slovenského. „Zmohlať se,“ praví náš František Palacký ve své památné řeči na sněmu království Českého 1863, „na takový stupeň, který zajistě každého nejdebujícího smysl náleží, nežli byl tento ve úrovni a stavu. V tolikero novinách našich máme tolik spisův, takřka ke každé potřebě jinak, máme knihy česko-slovenské bez pomoci. Vlast si jak jen svou vůli, aby v díle těch krasných plodů byla pro příští spisovatele jest počítati. Ruda z tohoto pramene z dalšího dílu musí, aby v ten celý objem přijato bylo všeho, co kdy v jazyku našem vydáno jest. — [393, 276, 1157, 360]
timetable-header-row — [1183, 1661, 1682, 1679]
bib-text4: Důležitost předplatitelům takových snad ani není třeba dokládati, neboť kdož by nevěděl, jak mnoho záleží na tom, aby každý dobrý a v řeči své znalý člověk měl na skladě díla klasická. — [1183, 645, 1682, 692]
timetable-cell: 58 — [1642, 1805, 1682, 1820]
ad-tichy — [647, 1428, 1159, 1701]
timetable-cell: Odjezd — [1552, 1758, 1600, 1773]
